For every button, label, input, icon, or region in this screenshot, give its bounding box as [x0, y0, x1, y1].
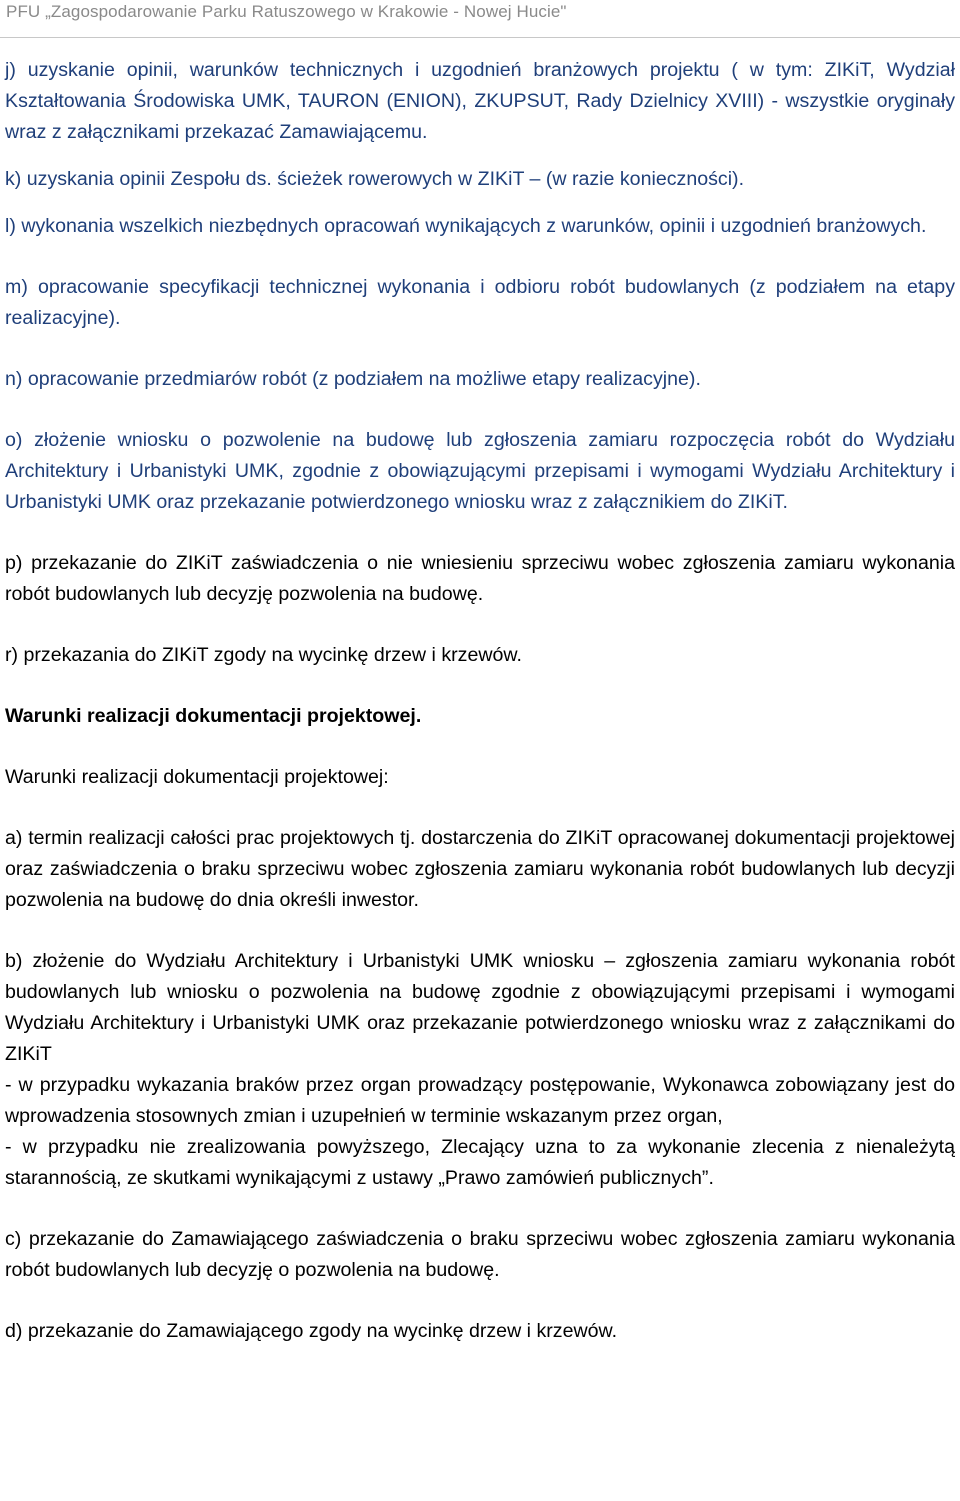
page-header-title: PFU „Zagospodarowanie Parku Ratuszowego w Krakowie - Nowej Hucie" — [6, 2, 567, 21]
condition-b-dash-1: - w przypadku wykazania braków przez organ prowadzący postępowanie, Wykonawca zobowiązany jest do wprowadzenia stosownych zmian i uzupełnień w terminie wskazanym przez organ, — [5, 1074, 955, 1127]
item-r: r) przekazania do ZIKiT zgody na wycinkę drzew i krzewów. — [5, 644, 522, 666]
condition-d: d) przekazanie do Zamawiającego zgody na wycinkę drzew i krzewów. — [5, 1320, 618, 1342]
section-heading: Warunki realizacji dokumentacji projektowej: — [5, 766, 389, 788]
condition-b: b) złożenie do Wydziału Architektury i Urbanistyki UMK wniosku – zgłoszenia zamiaru wykonania robót budowlanych lub wniosku o pozwolenia na budowę zgodnie z obowiązującymi przepisami i wymogami Wydziału Architektury i Urbanistyki UMK oraz przekazanie potwierdzonego wniosku wraz z załącznikami do ZIKiT — [5, 950, 955, 1065]
item-m: m) opracowanie specyfikacji technicznej wykonania i odbioru robót budowlanych (z podziałem na etapy realizacyjne). — [5, 276, 955, 329]
section-heading-bold: Warunki realizacji dokumentacji projektowej. — [5, 705, 422, 727]
header-divider — [0, 37, 960, 38]
item-k: k) uzyskania opinii Zespołu ds. ścieżek rowerowych w ZIKiT – (w razie konieczności). — [5, 168, 745, 190]
condition-c: c) przekazanie do Zamawiającego zaświadczenia o braku sprzeciwu wobec zgłoszenia zamiaru wykonania robót budowlanych lub decyzję o pozwolenia na budowę. — [5, 1228, 955, 1281]
item-n: n) opracowanie przedmiarów robót (z podziałem na możliwe etapy realizacyjne). — [5, 368, 701, 390]
item-l: l) wykonania wszelkich niezbędnych opracowań wynikających z warunków, opinii i uzgodnień branżowych. — [5, 215, 927, 237]
item-j: j) uzyskanie opinii, warunków technicznych i uzgodnień branżowych projektu ( w tym: ZIKiT, Wydział Kształtowania Środowiska UMK, TAURON (ENION), ZKUPSUT, Rady Dzielnicy XVIII) - wszystkie oryginały wraz z załącznikami przekazać Zamawiającemu. — [5, 59, 955, 143]
item-p: p) przekazanie do ZIKiT zaświadczenia o nie wniesieniu sprzeciwu wobec zgłoszenia zamiaru wykonania robót budowlanych lub decyzję pozwolenia na budowę. — [5, 552, 955, 605]
condition-a: a) termin realizacji całości prac projektowych tj. dostarczenia do ZIKiT opracowanej dokumentacji projektowej oraz zaświadczenia o braku sprzeciwu wobec zgłoszenia zamiaru wykonania robót budowlanych lub decyzji pozwolenia na budowę do dnia określi inwestor. — [5, 827, 955, 911]
item-o: o) złożenie wniosku o pozwolenie na budowę lub zgłoszenia zamiaru rozpoczęcia robót do Wydziału Architektury i Urbanistyki UMK, zgodnie z obowiązującymi przepisami i wymogami Wydziału Architektury i Urbanistyki UMK oraz przekazanie potwierdzonego wniosku wraz z załącznikiem do ZIKiT. — [5, 429, 955, 513]
document-body — [5, 55, 955, 1347]
condition-b-dash-2: - w przypadku nie zrealizowania powyższego, Zlecający uzna to za wykonanie zlecenia z nienależytą starannością, ze skutkami wynikającymi z ustawy „Prawo zamówień publicznych”. — [5, 1136, 955, 1189]
